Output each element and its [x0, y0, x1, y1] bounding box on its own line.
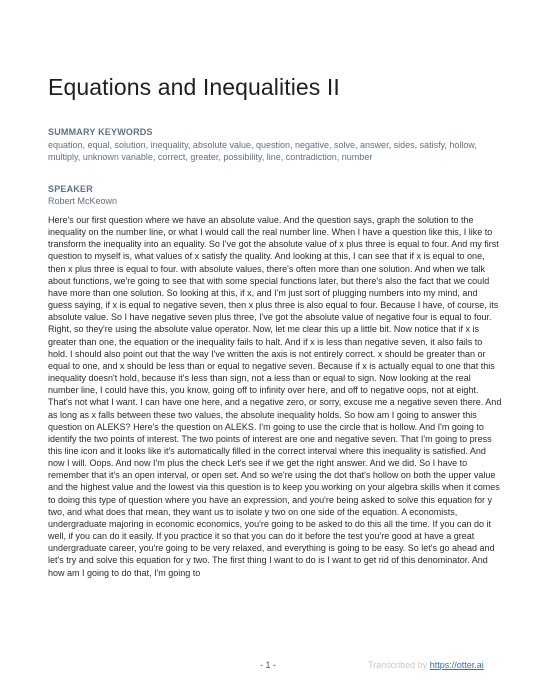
otter-link[interactable]: https://otter.ai — [429, 660, 484, 670]
credit-prefix: Transcribed by — [368, 660, 428, 670]
document-title: Equations and Inequalities II — [48, 74, 340, 100]
page-number: - 1 - — [260, 660, 277, 670]
speaker-name: Robert McKeown — [48, 196, 118, 206]
transcript-paragraph: Here's our first question where we have an absolute value. And the question says, graph the solution to the inequality on the number line, or what I would call the real number line. When I have a question like this, I like to transform the inequality into an equality. So I've got the absolute value of x plus three is equal to four. And my first question to myself is, what values of x satisfy the quality. And looking at this, I can see that if x is equal to one, then x plus three is equal to four. with absolute values, there's often more than one solution. And when we talk about functions, we're going to see that with some special functions later, but there's also the fact that we could have more than one solution. So looking at this, if x, and I'm just sort of plugging numbers into my mind, and guess saying, if x is equal to negative seven, then x plus three is also equal to four. Because I have, of course, its absolute value. So I have negative seven plus three, I've got the absolute value of negative four is equal to four. Right, so they're using the absolute value operator. Now, let me clear this up a little bit. Now notice that if x is greater than one, the equation or the inequality fails to halt. And if x is less than negative seven, it also fails to hold. I should also point out that the way I've written the axis is not entirely correct. x should be greater than or equal to one, and x should be less than or equal to negative seven. Because if x is actually equal to one that this inequality doesn't hold, because it's less than sign, not a less than or equal to sign. Now looking at the real number line, I could have this, you know, going off to infinity over here, and off to negative oops, not at eight. That's not what I want. I can have one here, and a negative zero, or sorry, excuse me a negative seven there. And as long as x falls between these two values, the absolute inequality holds. So how am I going to answer this question on ALEKS? Here's the question on ALEKS. I'm going to use the circle that is hollow. And I'm going to identify the two points of interest. The two points of interest are one and negative seven. That I'm going to press this line icon and it looks like it's automatically filled in the correct interval where this inequality is satisfied. And now I will. Oops. And now I'm plus the check Let's see if we get the right answer. And we did. So I have to remember that it's an open interval, or open set. And so we're using the dot that's hollow on both the upper value and the highest value and the lowest via this question is to keep you working on your algebra skills when it comes to doing this type of question where you have an expression, and you're being asked to solve this equation for y two, and what does that mean, they want us to isolate y two on one side of the equation. A economists, undergraduate majoring in economic economics, you're going to be asked to do this all the time. If you can do it well, if you can do it easily. If you practice it so that you can do it before the test you're good at have a great undergraduate career, you're going to be very relaxed, and everything is going to be easy. So let's go ahead and let's try and solve this equation for y two. The first thing I want to do is I want to get rid of this denominator. And how am I going to do that, I'm going to — [48, 215, 502, 578]
summary-keywords-list: equation, equal, solution, inequality, absolute value, question, negative, solve, answer, sides, satisfy, hollow, multiply, unknown variable, correct, greater, possibility, line, contradiction, number — [48, 140, 477, 163]
summary-keywords-heading: SUMMARY KEYWORDS — [48, 127, 153, 137]
speaker-heading: SPEAKER — [48, 184, 93, 194]
transcription-credit — [368, 660, 484, 670]
